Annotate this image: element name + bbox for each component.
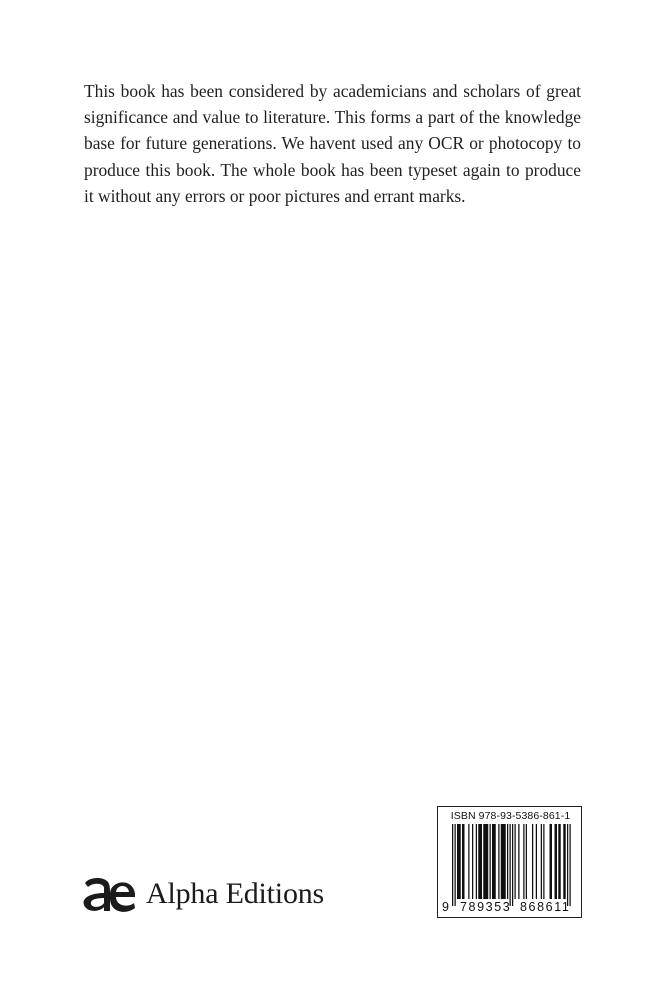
barcode-bar [543, 824, 544, 899]
barcode-digits [438, 900, 581, 914]
barcode-bar [507, 824, 508, 899]
barcode-guard-bar [452, 824, 453, 906]
barcode-bar [483, 824, 488, 899]
barcode-guard-bar [567, 824, 568, 906]
back-cover-description: This book has been considered by academicians and scholars of great significance and value to literature. This forms a part of the knowledge base for future generations. We havent used any OCR or photocopy to produce this book. The whole book has been typeset again to produce it without any errors or poor pictures and errant marks. [84, 81, 581, 206]
barcode-bar [476, 824, 477, 899]
barcode-bar [490, 824, 491, 899]
barcode-bar [468, 824, 469, 899]
publisher-logo [81, 872, 324, 916]
barcode-bar [523, 824, 524, 899]
barcode-left-group: 789353 [460, 900, 512, 914]
barcode-bar [518, 824, 519, 899]
barcode-guard-bar [570, 824, 571, 906]
barcode-bar [558, 824, 561, 899]
barcode-guard-bar [512, 824, 513, 906]
barcode-bar [501, 824, 506, 899]
isbn-label: ISBN 978-93-5386-861-1 [450, 810, 571, 822]
barcode-bar [555, 824, 558, 899]
barcode-bar [541, 824, 542, 899]
barcode-bar [550, 824, 553, 899]
barcode-first-digit: 9 [442, 900, 449, 914]
barcode-bar [492, 824, 496, 899]
barcode-bar [498, 824, 499, 899]
barcode-bar [526, 824, 527, 899]
barcode-bar [515, 824, 516, 899]
barcode-bar [536, 824, 537, 899]
ae-ligature-icon [81, 874, 137, 914]
barcode-bar [457, 824, 461, 899]
barcode-bar [472, 824, 473, 899]
barcode-right-group: 868611 [520, 900, 571, 914]
isbn-barcode [437, 806, 582, 918]
barcode-guard-bar [455, 824, 456, 906]
barcode-bar [478, 824, 482, 899]
barcode-bar [563, 824, 566, 899]
barcode-bar [462, 824, 465, 899]
barcode-bar [532, 824, 533, 899]
publisher-name: Alpha Editions [146, 877, 325, 910]
barcode-guard-bar [510, 824, 511, 906]
